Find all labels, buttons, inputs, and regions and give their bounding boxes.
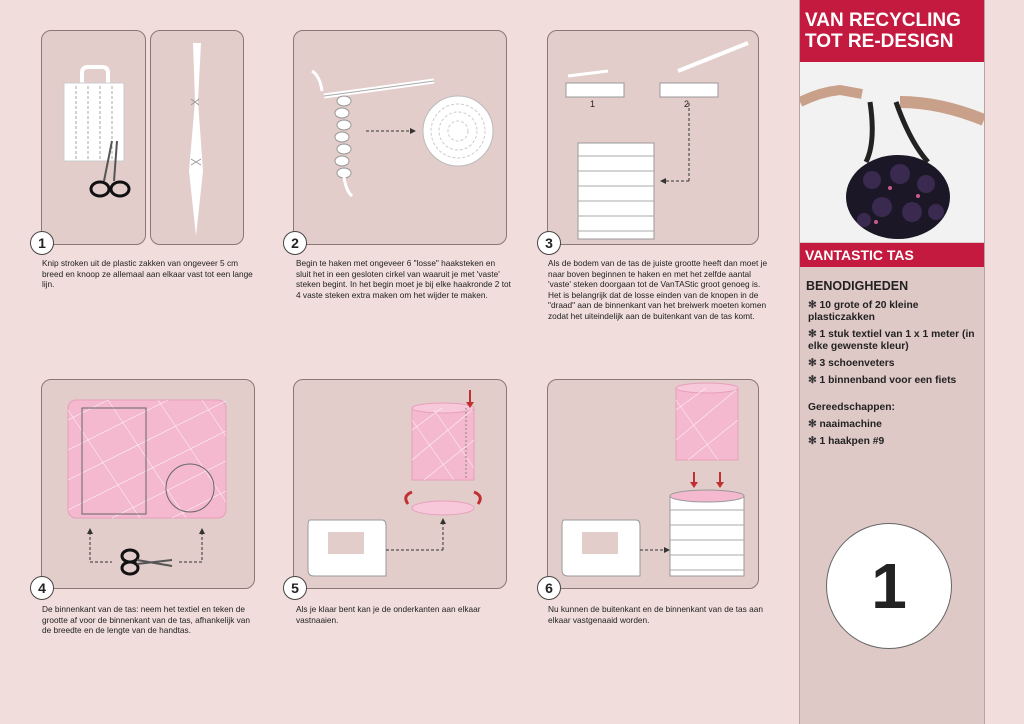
step-3-text: Als de bodem van de tas de juiste grootte heeft dan moet je naar boven beginnen te haken en met het zelfde aantal 'vaste' steken doorgaan tot de VanTAStic groot genoeg is. Het is belangrijk dat de losse einden van de knopen in de "draad" aan de binnenkant van het breiwerk moeten komen zodat het uiteindelijk aan de buitenkant van de tas komt. <box>548 258 768 321</box>
step-4-number: 4 <box>30 576 54 600</box>
title-line-2: TOT RE-DESIGN <box>805 31 954 52</box>
asterisk-icon: ✻ <box>808 358 820 369</box>
step-6-text: Nu kunnen de buitenkant en de binnenkant van de tas aan elkaar vastgenaaid worden. <box>548 604 763 625</box>
benodigdheden-list <box>808 300 978 392</box>
list-item: ✻ 1 haakpen #9 <box>808 436 885 447</box>
step-6-panel <box>547 379 759 589</box>
step-3-label-2: 2 <box>684 99 690 109</box>
sewing-lining-illustration <box>294 380 506 588</box>
crocheted-bag-photo-illustration <box>800 62 984 242</box>
fabric-cutting-illustration <box>42 380 254 588</box>
page-number: 1 <box>826 523 952 649</box>
step-5-panel <box>293 379 507 589</box>
sidebar-header <box>800 0 984 62</box>
asterisk-icon: ✻ <box>808 436 820 447</box>
step-2-text: Begin te haken met ongeveer 6 "losse" haaksteken en sluit het in een gesloten cirkel van waaruit je met 'vaste' steken begint. In het begin moet je bij elke haakronde 2 tot 4 vaste steken extra maken om het wijder te maken. <box>296 258 511 300</box>
step-4-panel <box>41 379 255 589</box>
list-item: ✻ naaimachine <box>808 419 882 430</box>
list-item: ✻ 10 grote of 20 kleine plasticzakken <box>808 300 919 323</box>
step-1-text: Knip stroken uit de plastic zakken van ongeveer 5 cm breed en knoop ze allemaal aan elkaar vast tot een lange lijn. <box>42 258 253 290</box>
product-subtitle: VANTASTIC TAS <box>800 243 984 267</box>
list-item: ✻ 3 schoenveters <box>808 358 895 369</box>
step-3-panel <box>547 30 759 245</box>
sidebar <box>799 0 985 724</box>
list-item: ✻ 1 stuk textiel van 1 x 1 meter (in elke gewenste kleur) <box>808 329 975 352</box>
asterisk-icon: ✻ <box>808 419 820 430</box>
gereedschappen-list <box>808 419 978 453</box>
assemble-bag-illustration <box>548 380 758 588</box>
plastic-bag-and-scissors-illustration <box>42 31 145 244</box>
benodigdheden-heading: BENODIGHEDEN <box>806 279 909 293</box>
bag-photo <box>800 62 984 242</box>
step-1-number: 1 <box>30 231 54 255</box>
step-2-panel <box>293 30 507 245</box>
title-line-1: VAN RECYCLING <box>805 10 961 31</box>
step-1-panel-b <box>150 30 244 245</box>
asterisk-icon: ✻ <box>808 300 820 311</box>
list-item: ✻ 1 binnenband voor een fiets <box>808 375 957 386</box>
gereedschappen-heading: Gereedschappen: <box>808 402 895 413</box>
step-5-text: Als je klaar bent kan je de onderkanten aan elkaar vastnaaien. <box>296 604 481 625</box>
knotted-strip-illustration <box>151 31 243 244</box>
step-2-number: 2 <box>283 231 307 255</box>
step-1-panel-a <box>41 30 146 245</box>
crochet-stitches-and-bag-illustration <box>548 31 758 244</box>
step-3-number: 3 <box>537 231 561 255</box>
step-4-text: De binnenkant van de tas: neem het textiel en teken de grootte af voor de binnenkant van de tas, afhankelijk van de breedte en de lengte van de handtas. <box>42 604 251 636</box>
step-3-label-1: 1 <box>590 99 596 109</box>
step-5-number: 5 <box>283 576 307 600</box>
asterisk-icon: ✻ <box>808 375 820 386</box>
asterisk-icon: ✻ <box>808 329 820 340</box>
step-6-number: 6 <box>537 576 561 600</box>
crochet-chain-illustration <box>294 31 506 244</box>
